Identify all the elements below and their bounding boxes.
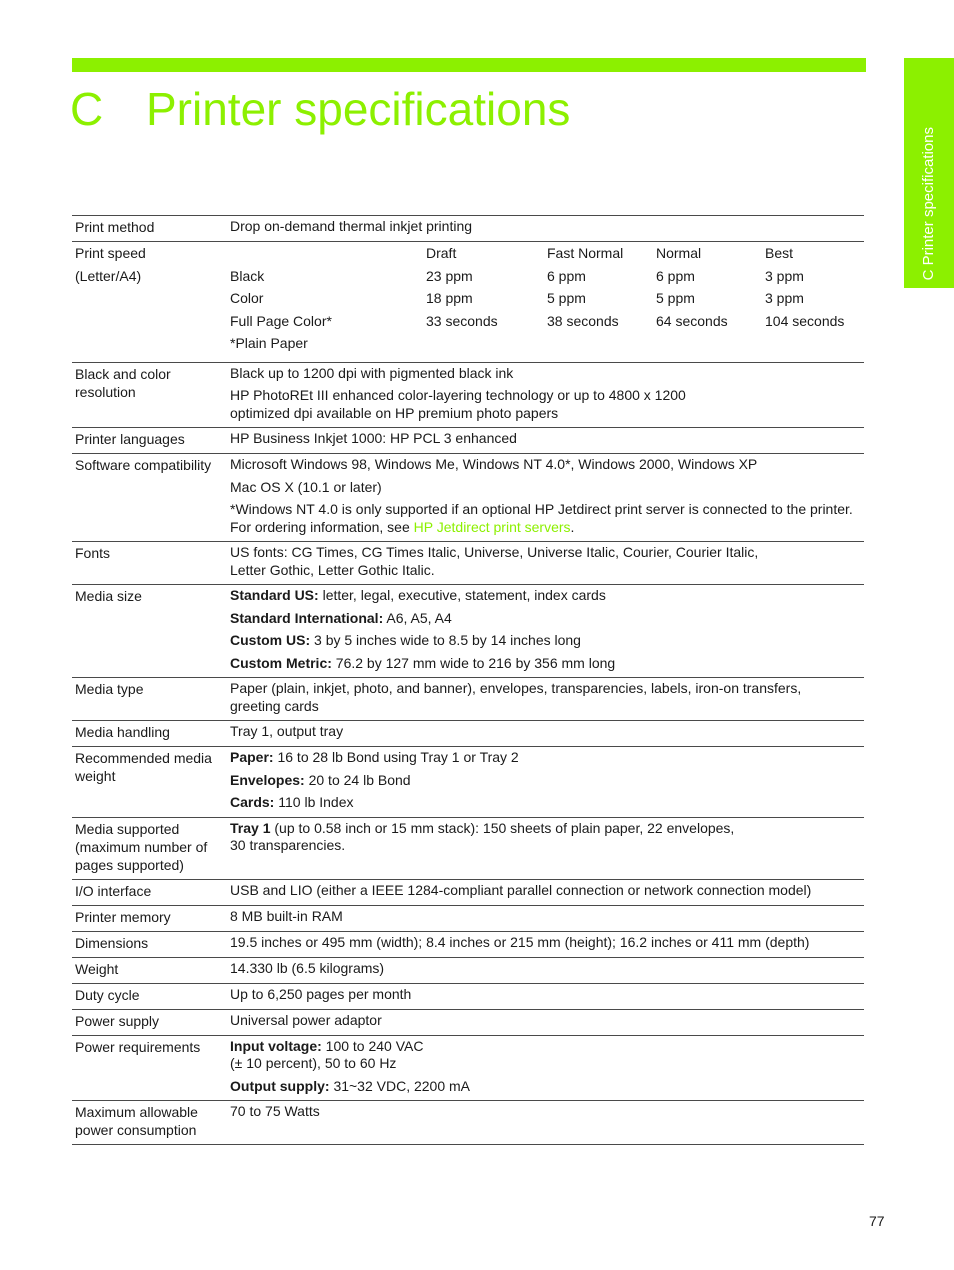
spec-value [227, 542, 864, 585]
spec-value [227, 242, 864, 363]
spec-value: USB and LIO (either a IEEE 1284-compliant parallel connection or network connection model) [230, 881, 812, 898]
spec-label: Weight [75, 960, 119, 977]
spec-row-printer-memory [72, 905, 864, 931]
term-text: 3 by 5 inches wide to 8.5 by 14 inches long [314, 632, 581, 648]
spec-label [72, 747, 227, 818]
spec-value [227, 362, 864, 428]
term: Cards: [230, 794, 275, 810]
header-accent-bar [72, 58, 866, 72]
term: Standard US: [230, 587, 319, 603]
spec-row-printer-languages [72, 428, 864, 454]
spec-value: Universal power adaptor [230, 1011, 382, 1028]
spec-row-io-interface [72, 879, 864, 905]
software-line: Microsoft Windows 98, Windows Me, Windows NT 4.0*, Windows 2000, Windows XP [230, 456, 758, 472]
spec-row-print-method [72, 216, 864, 242]
spec-table [72, 215, 864, 1145]
speed-header: Fast Normal [547, 245, 624, 261]
term-text: A6, A5, A4 [386, 609, 452, 626]
resolution-line: HP PhotoREt III enhanced color-layering technology or up to 4800 x 1200 optimized dpi available on HP premium photo papers [230, 387, 686, 421]
speed-header: Draft [426, 245, 457, 261]
speed-cell: 6 ppm [547, 267, 586, 284]
speed-row [230, 312, 860, 335]
spec-label: Black and color resolution [75, 365, 171, 400]
speed-row-name: Color [230, 290, 264, 306]
side-tab-label: C Printer specifications [920, 126, 937, 280]
term: Paper: [230, 749, 274, 765]
spec-row-media-handling [72, 721, 864, 747]
speed-cell: 64 seconds [656, 312, 728, 329]
spec-label: Dimensions [75, 934, 149, 951]
speed-header: Best [765, 245, 794, 261]
media-size-item [230, 632, 860, 650]
spec-label: Printer memory [75, 908, 171, 925]
speed-cell: 5 ppm [547, 290, 586, 306]
spec-row-print-speed [72, 242, 864, 363]
term: Output supply: [230, 1077, 330, 1094]
spec-value [227, 817, 864, 879]
media-supported-label: Media supported (maximum number of pages supported) [75, 820, 208, 873]
speed-cell: 33 seconds [426, 312, 498, 329]
term: Input voltage: [230, 1037, 322, 1054]
media-supported-value [230, 820, 750, 855]
spec-row-software [72, 454, 864, 542]
software-note-end: . [570, 518, 575, 535]
speed-cell: 104 seconds [765, 312, 845, 329]
resolution-line: Black up to 1200 dpi with pigmented black ink [230, 364, 514, 381]
spec-row-media-supported [72, 817, 864, 879]
spec-row-weight [72, 957, 864, 983]
output-supply [230, 1078, 860, 1096]
speed-cell: 3 ppm [765, 290, 804, 306]
media-type-value: Paper (plain, inkjet, photo, and banner), envelopes, transparencies, labels, iron-on transfers, greeting cards [230, 680, 802, 714]
print-speed-sublabel: (Letter/A4) [75, 267, 142, 284]
spec-label: Media handling [75, 724, 170, 740]
term: Standard International: [230, 609, 384, 626]
speed-cell: 38 seconds [547, 312, 619, 329]
spec-value [227, 747, 864, 818]
speed-cell: 5 ppm [656, 290, 695, 306]
spec-label: Duty cycle [75, 986, 140, 1003]
term: Envelopes: [230, 771, 305, 788]
term-text: 110 lb Index [278, 794, 354, 810]
spec-value: 70 to 75 Watts [230, 1103, 320, 1119]
spec-label [72, 242, 227, 363]
speed-header-row [230, 244, 860, 267]
spec-label: Power supply [75, 1012, 160, 1029]
media-size-item [230, 610, 860, 628]
chapter-title: Printer specifications [146, 83, 571, 135]
spec-value: 14.330 lb (6.5 kilograms) [230, 959, 385, 976]
spec-label: Media type [75, 681, 144, 697]
term-text: 100 to 240 VAC [325, 1037, 424, 1054]
spec-label: Printer languages [75, 431, 185, 447]
spec-value [227, 585, 864, 678]
spec-row-media-size [72, 585, 864, 678]
speed-note-row [230, 334, 860, 357]
term-text: (up to 0.58 inch or 15 mm stack): 150 sheets of plain paper, 22 envelopes, 30 transparencies. [230, 819, 735, 853]
speed-header: Normal [656, 245, 702, 261]
speed-cell: 6 ppm [656, 267, 695, 284]
spec-row-max-power [72, 1101, 864, 1145]
max-power-label: Maximum allowable power consumption [75, 1104, 198, 1138]
speed-cell: 3 ppm [765, 267, 804, 284]
term-text: (± 10 percent), 50 to 60 Hz [230, 1055, 397, 1071]
term: Custom Metric: [230, 654, 332, 671]
spec-value: Tray 1, output tray [230, 723, 344, 739]
speed-row [230, 267, 860, 290]
term-text: 76.2 by 127 mm wide to 216 by 356 mm long [335, 654, 616, 671]
spec-row-resolution [72, 362, 864, 428]
term-text: 31~32 VDC, 2200 mA [333, 1077, 471, 1094]
spec-label [72, 1101, 227, 1145]
media-size-item [230, 587, 860, 605]
speed-row-name: Full Page Color* [230, 312, 332, 329]
media-weight-item [230, 772, 860, 790]
speed-note: *Plain Paper [230, 335, 308, 351]
spec-label: Fonts [75, 545, 111, 561]
page-title [70, 82, 570, 136]
spec-value: 19.5 inches or 495 mm (width); 8.4 inches or 215 mm (height); 16.2 inches or 411 mm (depth) [230, 933, 810, 950]
page-number: 77 [869, 1213, 885, 1229]
spec-value [227, 1035, 864, 1101]
media-weight-item [230, 794, 860, 812]
chapter-letter: C [70, 83, 104, 135]
print-speed-table [230, 244, 860, 357]
spec-row-media-weight [72, 747, 864, 818]
media-size-item [230, 655, 860, 673]
speed-cell: 23 ppm [426, 267, 473, 284]
spec-value: HP Business Inkjet 1000: HP PCL 3 enhanced [230, 430, 517, 446]
spec-value: Drop on-demand thermal inkjet printing [230, 218, 473, 234]
term: Tray 1 [230, 819, 271, 836]
spec-value: 8 MB built-in RAM [230, 907, 343, 924]
spec-row-power-supply [72, 1009, 864, 1035]
spec-label: Media size [75, 588, 142, 604]
spec-label: I/O interface [75, 882, 152, 899]
software-note [230, 501, 860, 536]
spec-row-media-type [72, 678, 864, 721]
chapter-side-tab [904, 58, 954, 288]
spec-label: Power requirements [75, 1038, 201, 1055]
speed-row-name: Black [230, 267, 265, 284]
jetdirect-link[interactable]: HP Jetdirect print servers [413, 518, 571, 535]
media-weight-item [230, 749, 860, 767]
speed-row [230, 289, 860, 312]
spec-row-power-requirements [72, 1035, 864, 1101]
speed-cell: 18 ppm [426, 290, 473, 306]
spec-label [72, 817, 227, 879]
software-line: Mac OS X (10.1 or later) [230, 478, 382, 495]
input-voltage [230, 1038, 860, 1073]
term-text: 16 to 28 lb Bond using Tray 1 or Tray 2 [277, 749, 519, 765]
spec-label: Print method [75, 219, 155, 235]
spec-row-duty-cycle [72, 983, 864, 1009]
term-text: 20 to 24 lb Bond [308, 771, 411, 788]
term: Custom US: [230, 632, 311, 648]
fonts-value: US fonts: CG Times, CG Times Italic, Universe, Universe Italic, Courier, Courier Italic, Letter Gothic, Letter Gothic Italic. [230, 544, 759, 578]
spec-value [227, 678, 864, 721]
term-text: letter, legal, executive, statement, index cards [322, 587, 606, 603]
spec-row-fonts [72, 542, 864, 585]
spec-label: Software compatibility [75, 457, 212, 473]
spec-value: Up to 6,250 pages per month [230, 985, 412, 1002]
media-weight-label: Recommended media weight [75, 750, 212, 784]
software-note-text: *Windows NT 4.0 is only supported if an optional HP Jetdirect print server is connected to the printer. For ordering information, see [230, 501, 853, 535]
spec-row-dimensions [72, 931, 864, 957]
spec-value [227, 454, 864, 542]
print-speed-label: Print speed [75, 245, 146, 261]
